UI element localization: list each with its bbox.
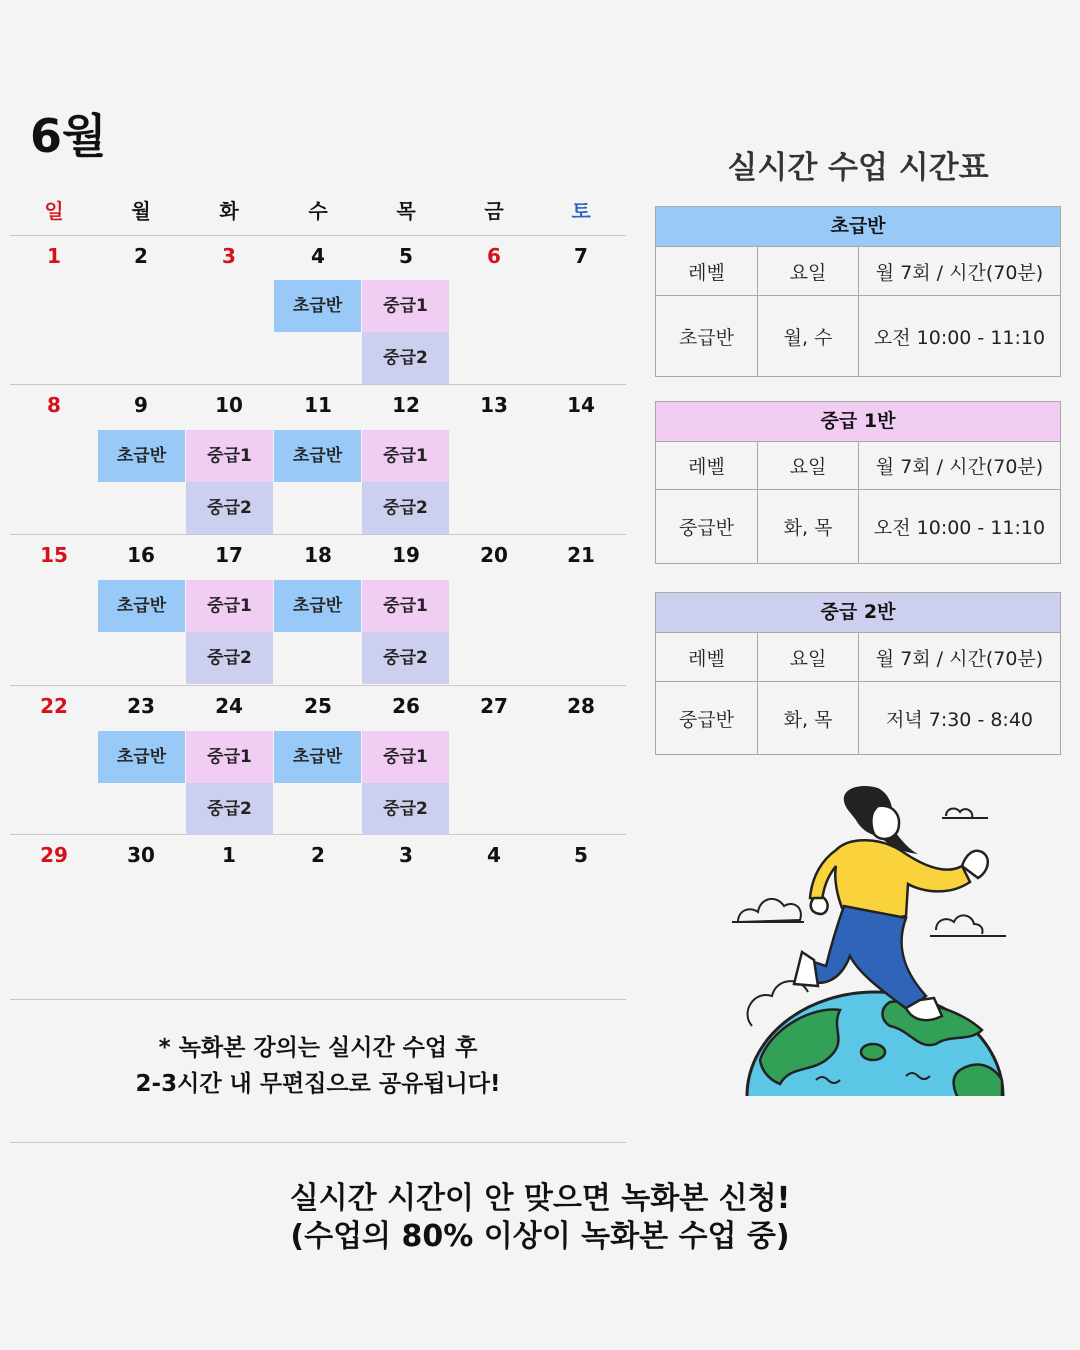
day-number: 2	[311, 843, 325, 867]
sneaker-icon	[794, 952, 818, 986]
divider	[10, 1142, 626, 1143]
weekday-thu: 목	[396, 199, 416, 223]
table-header: 중급 1반	[656, 402, 1060, 442]
day-number: 21	[567, 543, 595, 567]
col-level-header: 레벨	[656, 633, 758, 681]
day-number: 11	[304, 393, 332, 417]
calendar-week-2	[10, 385, 626, 535]
calendar-week-5	[10, 835, 626, 1000]
class-block-intermediate-1: 중급1	[362, 430, 449, 482]
day-number: 30	[127, 843, 155, 867]
yellow-sweater	[810, 840, 970, 918]
table-row	[656, 633, 1060, 682]
day-number: 13	[480, 393, 508, 417]
day-number: 17	[215, 543, 243, 567]
bottom-line-1: 실시간 시간이 안 맞으면 녹화본 신청!	[289, 1181, 791, 1216]
cloud-icon	[936, 915, 983, 934]
level-cell: 중급반	[656, 490, 758, 563]
day-number: 8	[47, 393, 61, 417]
cloud-icon	[738, 899, 801, 922]
table-row	[656, 490, 1060, 563]
running-woman-globe-illustration	[730, 780, 1030, 1100]
table-row	[656, 442, 1060, 490]
class-block-intermediate-1: 중급1	[362, 580, 449, 632]
day-number: 22	[40, 694, 68, 718]
class-block-intermediate-1: 중급1	[186, 580, 273, 632]
day-cell: 월, 수	[758, 296, 859, 376]
day-cell: 화, 목	[758, 490, 859, 563]
weekday-tue: 화	[219, 199, 239, 223]
day-number: 24	[215, 694, 243, 718]
day-number: 1	[222, 843, 236, 867]
class-block-intermediate-2: 중급2	[186, 482, 273, 534]
weekday-fri: 금	[484, 199, 504, 223]
day-number: 9	[134, 393, 148, 417]
calendar-week-3	[10, 535, 626, 686]
day-number: 14	[567, 393, 595, 417]
day-number: 5	[399, 244, 413, 268]
schedule-table-intermediate-1	[655, 401, 1061, 564]
day-number: 2	[134, 244, 148, 268]
table-row	[656, 296, 1060, 376]
day-cell: 화, 목	[758, 682, 859, 754]
table-header: 초급반	[656, 207, 1060, 247]
note-line-1: * 녹화본 강의는 실시간 수업 후	[158, 1035, 478, 1061]
class-block-beginner: 초급반	[274, 280, 361, 332]
class-block-intermediate-2: 중급2	[362, 482, 449, 534]
class-block-intermediate-1: 중급1	[362, 280, 449, 332]
col-day-header: 요일	[758, 247, 859, 295]
col-time-header: 월 7회 / 시간(70분)	[875, 647, 1044, 670]
day-number: 5	[574, 843, 588, 867]
col-level-header: 레벨	[656, 247, 758, 295]
day-number: 12	[392, 393, 420, 417]
day-number: 29	[40, 843, 68, 867]
col-day-header: 요일	[758, 633, 859, 681]
day-number: 1	[47, 244, 61, 268]
day-number: 10	[215, 393, 243, 417]
day-number: 25	[304, 694, 332, 718]
day-number: 4	[487, 843, 501, 867]
day-number: 23	[127, 694, 155, 718]
col-time-header: 월 7회 / 시간(70분)	[875, 261, 1044, 284]
note-line-2: 2-3시간 내 무편집으로 공유됩니다!	[135, 1071, 501, 1097]
weekday-sun: 일	[44, 199, 64, 223]
class-block-intermediate-1: 중급1	[362, 731, 449, 783]
calendar-week-1	[10, 236, 626, 385]
cloud-icon	[946, 809, 972, 818]
weekday-wed: 수	[308, 199, 328, 223]
day-number: 28	[567, 694, 595, 718]
class-block-intermediate-2: 중급2	[362, 632, 449, 684]
day-number: 26	[392, 694, 420, 718]
bottom-line-2: (수업의 80% 이상이 녹화본 수업 중)	[290, 1219, 790, 1254]
class-block-beginner: 초급반	[274, 430, 361, 482]
calendar	[10, 195, 626, 1000]
table-row	[656, 247, 1060, 296]
day-number: 4	[311, 244, 325, 268]
month-title: 6월	[30, 109, 107, 163]
day-number: 3	[222, 244, 236, 268]
class-block-intermediate-1: 중급1	[186, 731, 273, 783]
class-block-intermediate-1: 중급1	[186, 430, 273, 482]
class-block-beginner: 초급반	[98, 430, 185, 482]
class-block-intermediate-2: 중급2	[362, 783, 449, 835]
weekday-mon: 월	[131, 199, 151, 223]
level-cell: 중급반	[656, 682, 758, 754]
calendar-week-4	[10, 686, 626, 835]
level-cell: 초급반	[656, 296, 758, 376]
class-block-beginner: 초급반	[274, 731, 361, 783]
class-block-beginner: 초급반	[98, 731, 185, 783]
class-block-intermediate-2: 중급2	[186, 632, 273, 684]
time-cell: 오전 10:00 - 11:10	[873, 326, 1046, 349]
day-number: 16	[127, 543, 155, 567]
time-cell: 저녁 7:30 - 8:40	[885, 708, 1034, 731]
time-cell: 오전 10:00 - 11:10	[873, 517, 1046, 539]
schedule-title: 실시간 수업 시간표	[727, 150, 989, 186]
weekday-sat: 토	[571, 199, 591, 223]
col-time-header: 월 7회 / 시간(70분)	[875, 456, 1044, 478]
class-block-beginner: 초급반	[274, 580, 361, 632]
recording-note	[10, 1030, 626, 1102]
day-number: 3	[399, 843, 413, 867]
day-number: 18	[304, 543, 332, 567]
day-number: 6	[487, 244, 501, 268]
day-number: 27	[480, 694, 508, 718]
day-number: 7	[574, 244, 588, 268]
col-level-header: 레벨	[656, 442, 758, 489]
class-block-intermediate-2: 중급2	[186, 783, 273, 835]
class-block-intermediate-2: 중급2	[362, 332, 449, 384]
col-day-header: 요일	[758, 442, 859, 489]
table-header: 중급 2반	[656, 593, 1060, 633]
table-row	[656, 682, 1060, 754]
day-number: 20	[480, 543, 508, 567]
class-block-beginner: 초급반	[98, 580, 185, 632]
weekday-header	[10, 195, 626, 236]
schedule-table-beginner	[655, 206, 1061, 377]
bottom-banner	[0, 1180, 1080, 1256]
face-icon	[871, 806, 899, 839]
day-number: 15	[40, 543, 68, 567]
day-number: 19	[392, 543, 420, 567]
schedule-table-intermediate-2	[655, 592, 1061, 755]
